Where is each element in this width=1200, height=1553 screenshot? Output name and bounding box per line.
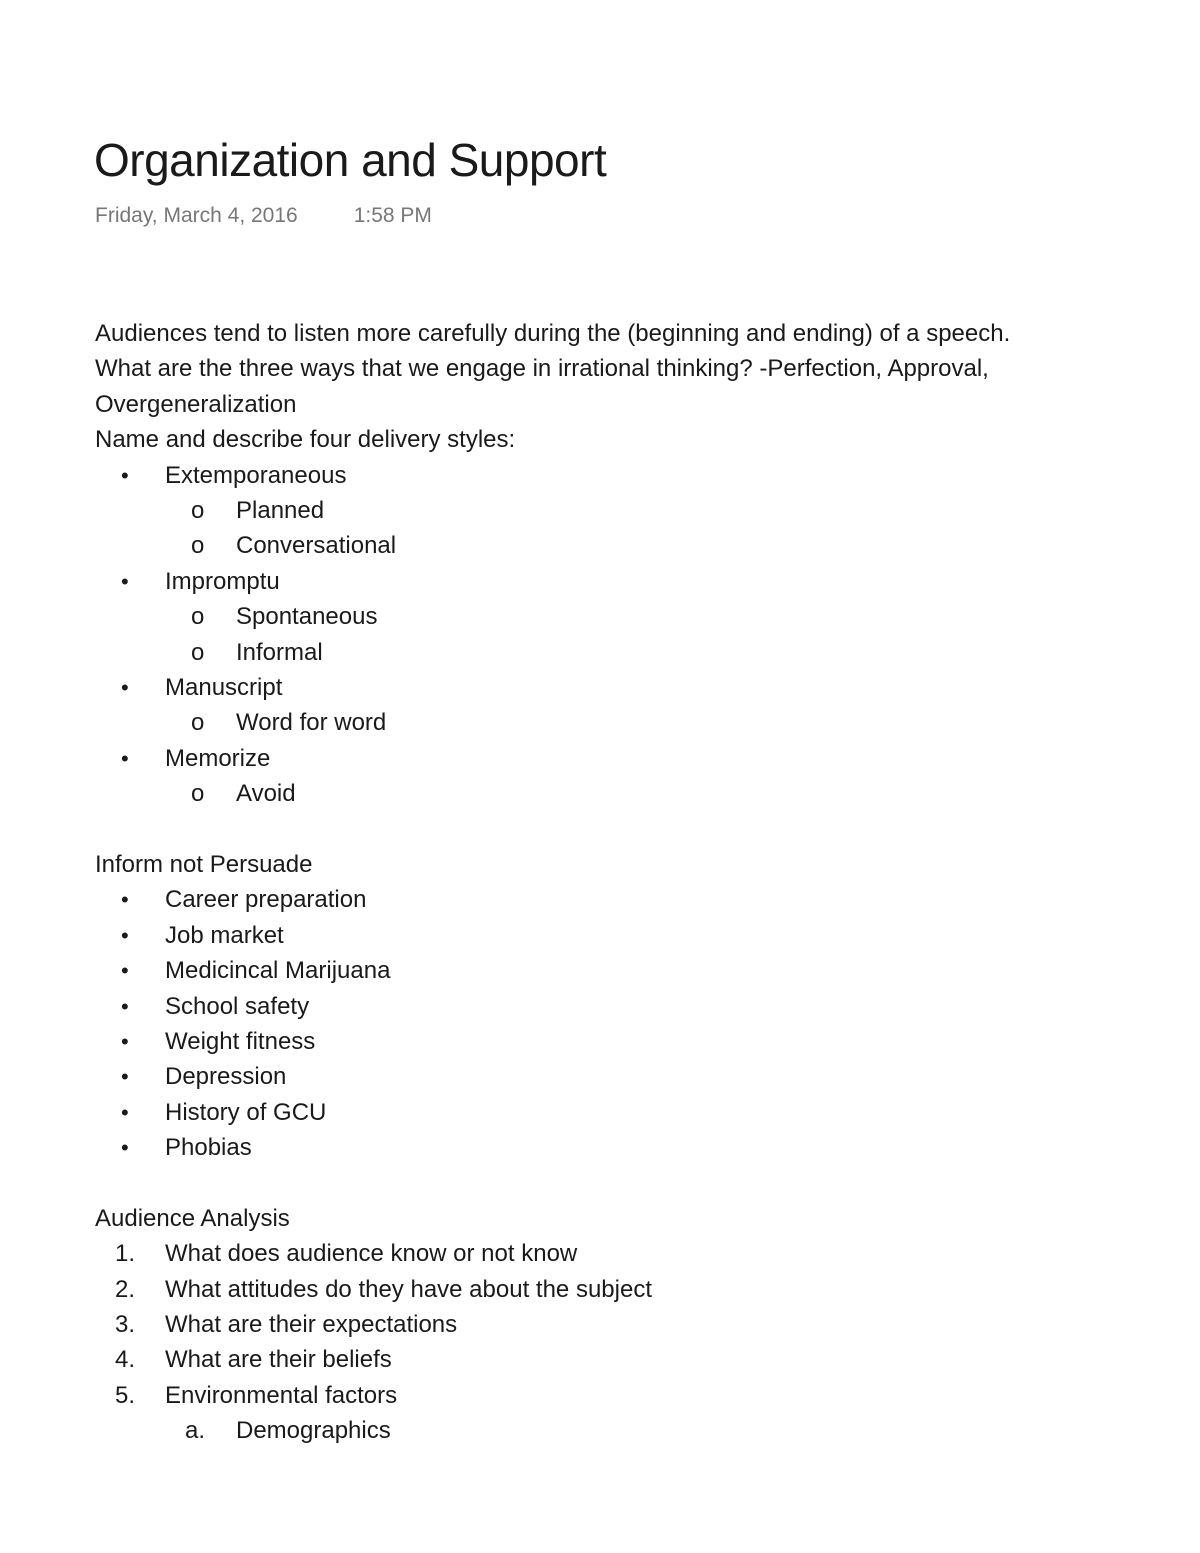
sub-list-item xyxy=(95,776,1155,811)
note-body xyxy=(95,316,1155,1449)
lettered-sub-item xyxy=(95,1413,1155,1448)
numbered-item-label: What are their beliefs xyxy=(165,1346,392,1374)
list-item xyxy=(95,564,1155,599)
paragraph-delivery-heading: Name and describe four delivery styles: xyxy=(95,426,516,454)
list-item-label: Medicincal Marijuana xyxy=(165,957,391,985)
bullet-marker: • xyxy=(121,993,129,1019)
list-item xyxy=(95,882,1155,917)
list-item xyxy=(95,1095,1155,1130)
note-timestamp xyxy=(95,202,432,230)
list-item-label: Phobias xyxy=(165,1134,252,1162)
number-marker: 1. xyxy=(115,1240,136,1268)
sub-list-item-label: Spontaneous xyxy=(236,603,378,631)
paragraph-irrational-2: Overgeneralization xyxy=(95,390,297,418)
section-heading-inform: Inform not Persuade xyxy=(95,850,313,878)
list-item xyxy=(95,918,1155,953)
bullet-marker: • xyxy=(121,745,129,771)
number-marker: 3. xyxy=(115,1311,136,1339)
bullet-marker: • xyxy=(121,462,129,488)
sub-list-item-label: Avoid xyxy=(236,780,296,808)
list-item xyxy=(95,953,1155,988)
note-date: Friday, March 4, 2016 xyxy=(95,204,298,227)
list-item-label: Depression xyxy=(165,1063,287,1091)
list-item xyxy=(95,1130,1155,1165)
numbered-item-label: What does audience know or not know xyxy=(165,1240,578,1268)
list-item-label: Extemporaneous xyxy=(165,461,347,489)
circle-marker: o xyxy=(191,497,205,525)
list-item xyxy=(95,1024,1155,1059)
sub-list-item-label: Word for word xyxy=(236,709,387,737)
sub-list-item-label: Conversational xyxy=(236,532,397,560)
number-marker: 4. xyxy=(115,1346,136,1374)
bullet-marker: • xyxy=(121,1064,129,1090)
list-item xyxy=(95,989,1155,1024)
note-time: 1:58 PM xyxy=(353,204,432,227)
bullet-marker: • xyxy=(121,568,129,594)
circle-marker: o xyxy=(191,603,205,631)
page-title: Organization and Support xyxy=(94,134,607,186)
numbered-item-label: What attitudes do they have about the subject xyxy=(165,1275,652,1303)
sub-list-item xyxy=(95,528,1155,563)
blank-line xyxy=(95,1165,1155,1200)
circle-marker: o xyxy=(191,780,205,808)
list-item xyxy=(95,670,1155,705)
bullet-marker: • xyxy=(121,922,129,948)
list-item-label: School safety xyxy=(165,992,310,1020)
list-item-label: Memorize xyxy=(165,744,271,772)
circle-marker: o xyxy=(191,638,205,666)
number-marker: 5. xyxy=(115,1381,136,1409)
list-item xyxy=(95,741,1155,776)
sub-list-item-label: Planned xyxy=(236,497,325,525)
bullet-marker: • xyxy=(121,1135,129,1161)
numbered-item xyxy=(95,1272,1155,1307)
bullet-marker: • xyxy=(121,958,129,984)
numbered-item-label: What are their expectations xyxy=(165,1311,458,1339)
letter-marker: a. xyxy=(185,1417,206,1445)
list-item-label: Manuscript xyxy=(165,673,283,701)
bullet-marker: • xyxy=(121,887,129,913)
bullet-marker: • xyxy=(121,1028,129,1054)
section-heading-audience: Audience Analysis xyxy=(95,1204,290,1232)
circle-marker: o xyxy=(191,532,205,560)
numbered-item xyxy=(95,1236,1155,1271)
list-item xyxy=(95,1059,1155,1094)
paragraph-irrational-1: What are the three ways that we engage in irrational thinking? -Perfection, Approval, xyxy=(95,355,989,383)
list-item-label: History of GCU xyxy=(165,1098,327,1126)
numbered-item xyxy=(95,1378,1155,1413)
list-item-label: Career preparation xyxy=(165,886,367,914)
list-item-label: Job market xyxy=(165,921,284,949)
number-marker: 2. xyxy=(115,1275,136,1303)
list-item-label: Impromptu xyxy=(165,567,280,595)
sub-list-item xyxy=(95,705,1155,740)
sub-list-item-label: Informal xyxy=(236,638,323,666)
numbered-item-label: Environmental factors xyxy=(165,1381,398,1409)
sub-list-item xyxy=(95,493,1155,528)
sub-list-item xyxy=(95,635,1155,670)
lettered-sub-item-label: Demographics xyxy=(236,1417,391,1445)
numbered-item xyxy=(95,1307,1155,1342)
list-item-label: Weight fitness xyxy=(165,1027,316,1055)
bullet-marker: • xyxy=(121,674,129,700)
blank-line xyxy=(95,812,1155,847)
circle-marker: o xyxy=(191,709,205,737)
numbered-item xyxy=(95,1342,1155,1377)
paragraph-audiences: Audiences tend to listen more carefully during the (beginning and ending) of a speech. xyxy=(95,320,1011,347)
sub-list-item xyxy=(95,599,1155,634)
list-item xyxy=(95,458,1155,493)
bullet-marker: • xyxy=(121,1099,129,1125)
